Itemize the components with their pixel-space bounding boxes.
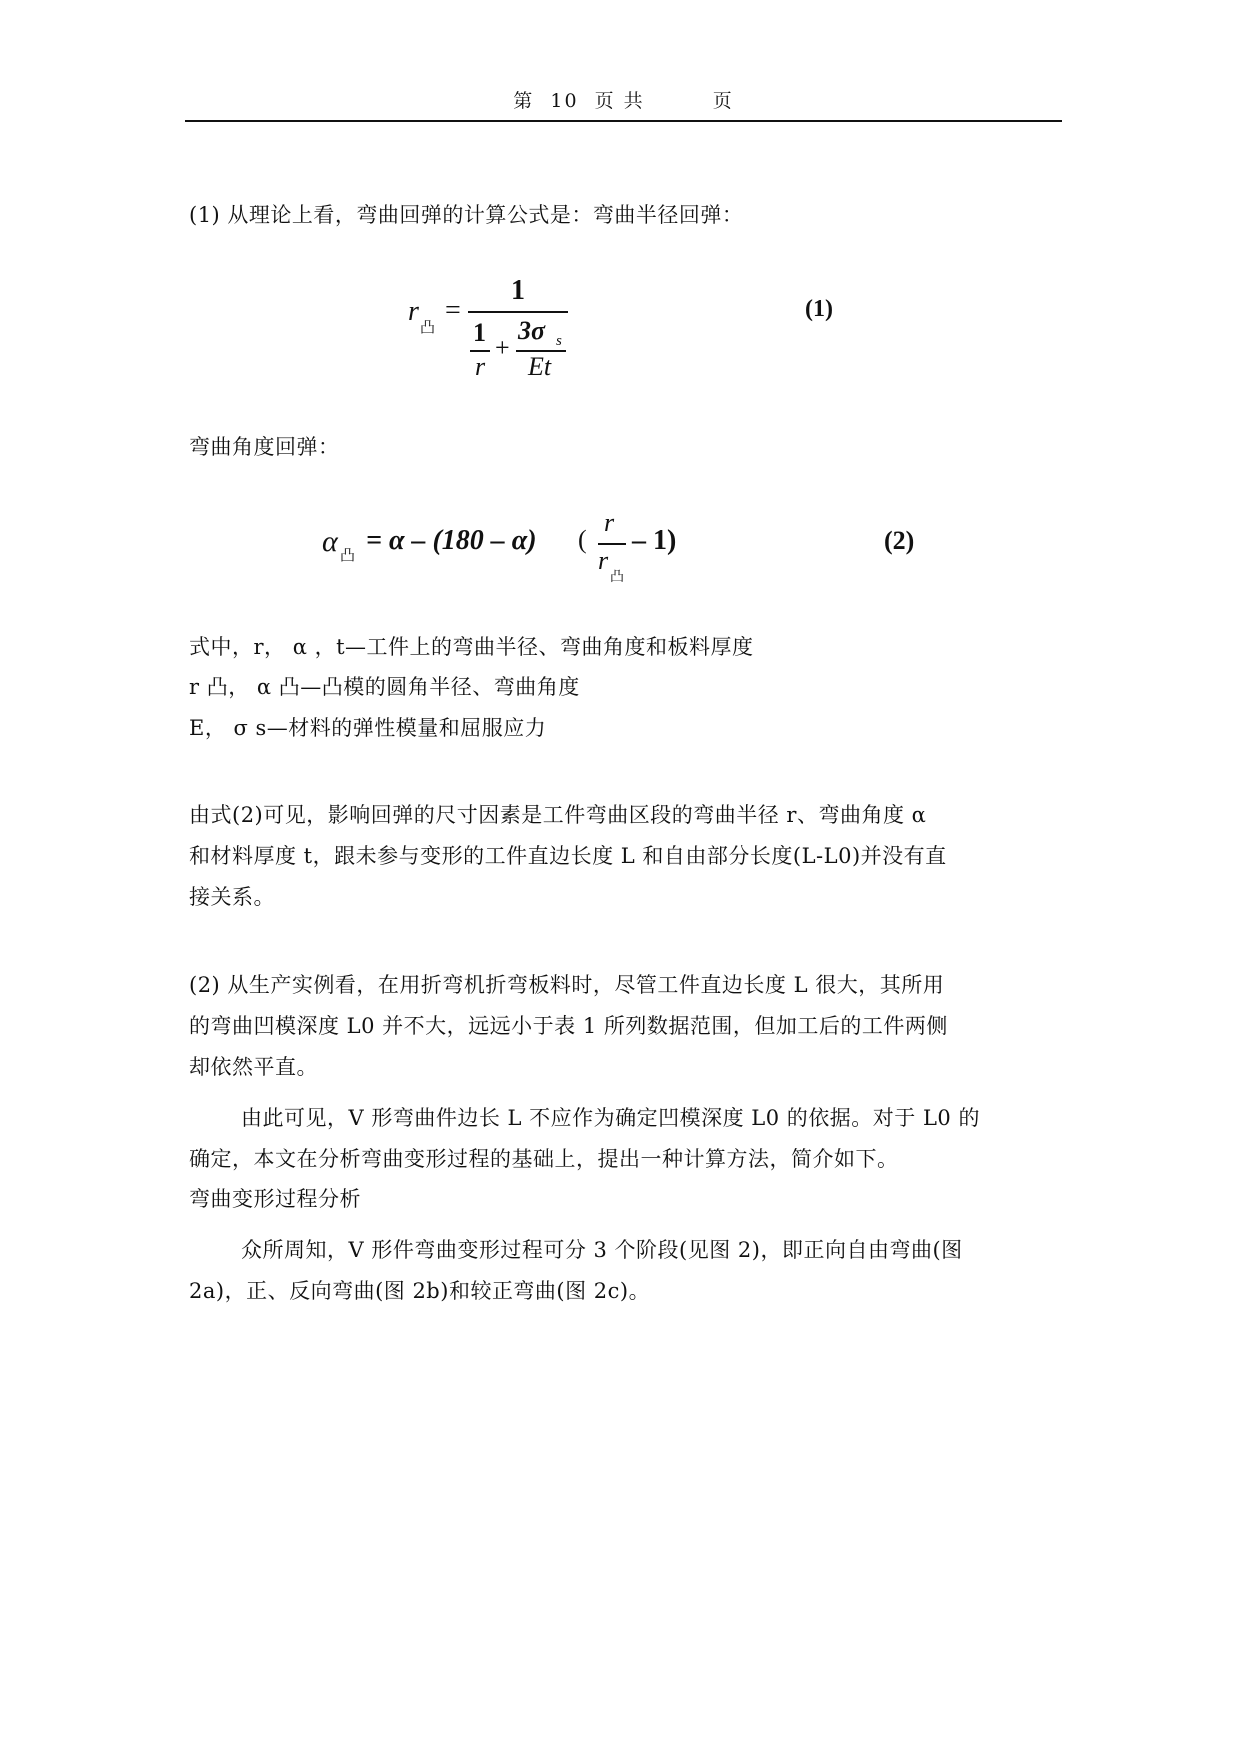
formula1-plus: + [495,333,510,362]
formula1-equals: = [445,295,461,326]
paragraph-line: 2a)，正、反向弯曲(图 2b)和较正弯曲(图 2c)。 [189,1279,651,1303]
formula2-lhs: α [322,525,338,558]
paragraph-line: 却依然平直。 [189,1055,318,1079]
formula2-expression: = α – (180 – α) [366,525,537,556]
formula1-sigma-sub: s [556,333,562,349]
formula1-et: Et [528,352,552,381]
formula2-frac-den-sub: 凸 [610,569,624,585]
page-label-suffix: 页 [712,90,734,112]
paragraph-line: 确定，本文在分析弯曲变形过程的基础上，提出一种计算方法，简介如下。 [189,1147,899,1171]
page-label-prefix: 第 [513,90,535,112]
paragraph-line: 的弯曲凹模深度 L0 并不大，远远小于表 1 所列数据范围，但加工后的工件两侧 [189,1014,948,1038]
paragraph-line: 由式(2)可见，影响回弹的尺寸因素是工件弯曲区段的弯曲半径 r、弯曲角度 α [189,803,927,827]
paragraph-line: r 凸， α 凸—凸模的圆角半径、弯曲角度 [189,675,580,699]
formula1-lhs: r [408,296,419,327]
paragraph-line: (1) 从理论上看，弯曲回弹的计算公式是：弯曲半径回弹： [189,203,744,227]
formula2-number: (2) [884,526,915,555]
formula1-three-sigma: 3σ [518,316,546,345]
formula1-den-one: 1 [473,318,486,347]
formula-2 [0,0,1241,600]
paragraph-line: 众所周知，V 形件弯曲变形过程可分 3 个阶段(见图 2)，即正向自由弯曲(图 [241,1238,963,1262]
page-label-middle: 页 共 [594,90,645,112]
formula2-fraction-bar [598,543,626,545]
paragraph-line: 弯曲角度回弹： [189,435,340,459]
formula1-lhs-sub: 凸 [420,318,436,336]
paragraph-line: (2) 从生产实例看，在用折弯机折弯板料时，尽管工件直边长度 L 很大，其所用 [189,973,945,997]
paragraph-line: 式中，r， α ，t—工件上的弯曲半径、弯曲角度和板料厚度 [189,635,754,659]
paragraph-line: 接关系。 [189,885,275,909]
formula2-frac-num: r [604,508,615,537]
formula1-number: (1) [805,296,833,322]
paragraph-line: 由此可见，V 形弯曲件边长 L 不应作为确定凹模深度 L0 的依据。对于 L0 的 [241,1106,980,1130]
formula2-lhs-sub: 凸 [340,546,356,564]
formula2-paren-open: ( [578,525,587,554]
formula1-den-r: r [475,352,486,381]
formula1-numerator: 1 [511,275,525,306]
page-number: 10 [550,90,579,112]
paragraph-line: 和材料厚度 t，跟未参与变形的工件直边长度 L 和自由部分长度(L-L0)并没有直 [189,844,947,868]
formula2-minus-one: – 1) [632,525,677,556]
formula2-frac-den: r [598,546,609,575]
paragraph-line: E， σ s—材料的弹性模量和屈服应力 [189,716,547,740]
section-heading: 弯曲变形过程分析 [189,1187,361,1211]
